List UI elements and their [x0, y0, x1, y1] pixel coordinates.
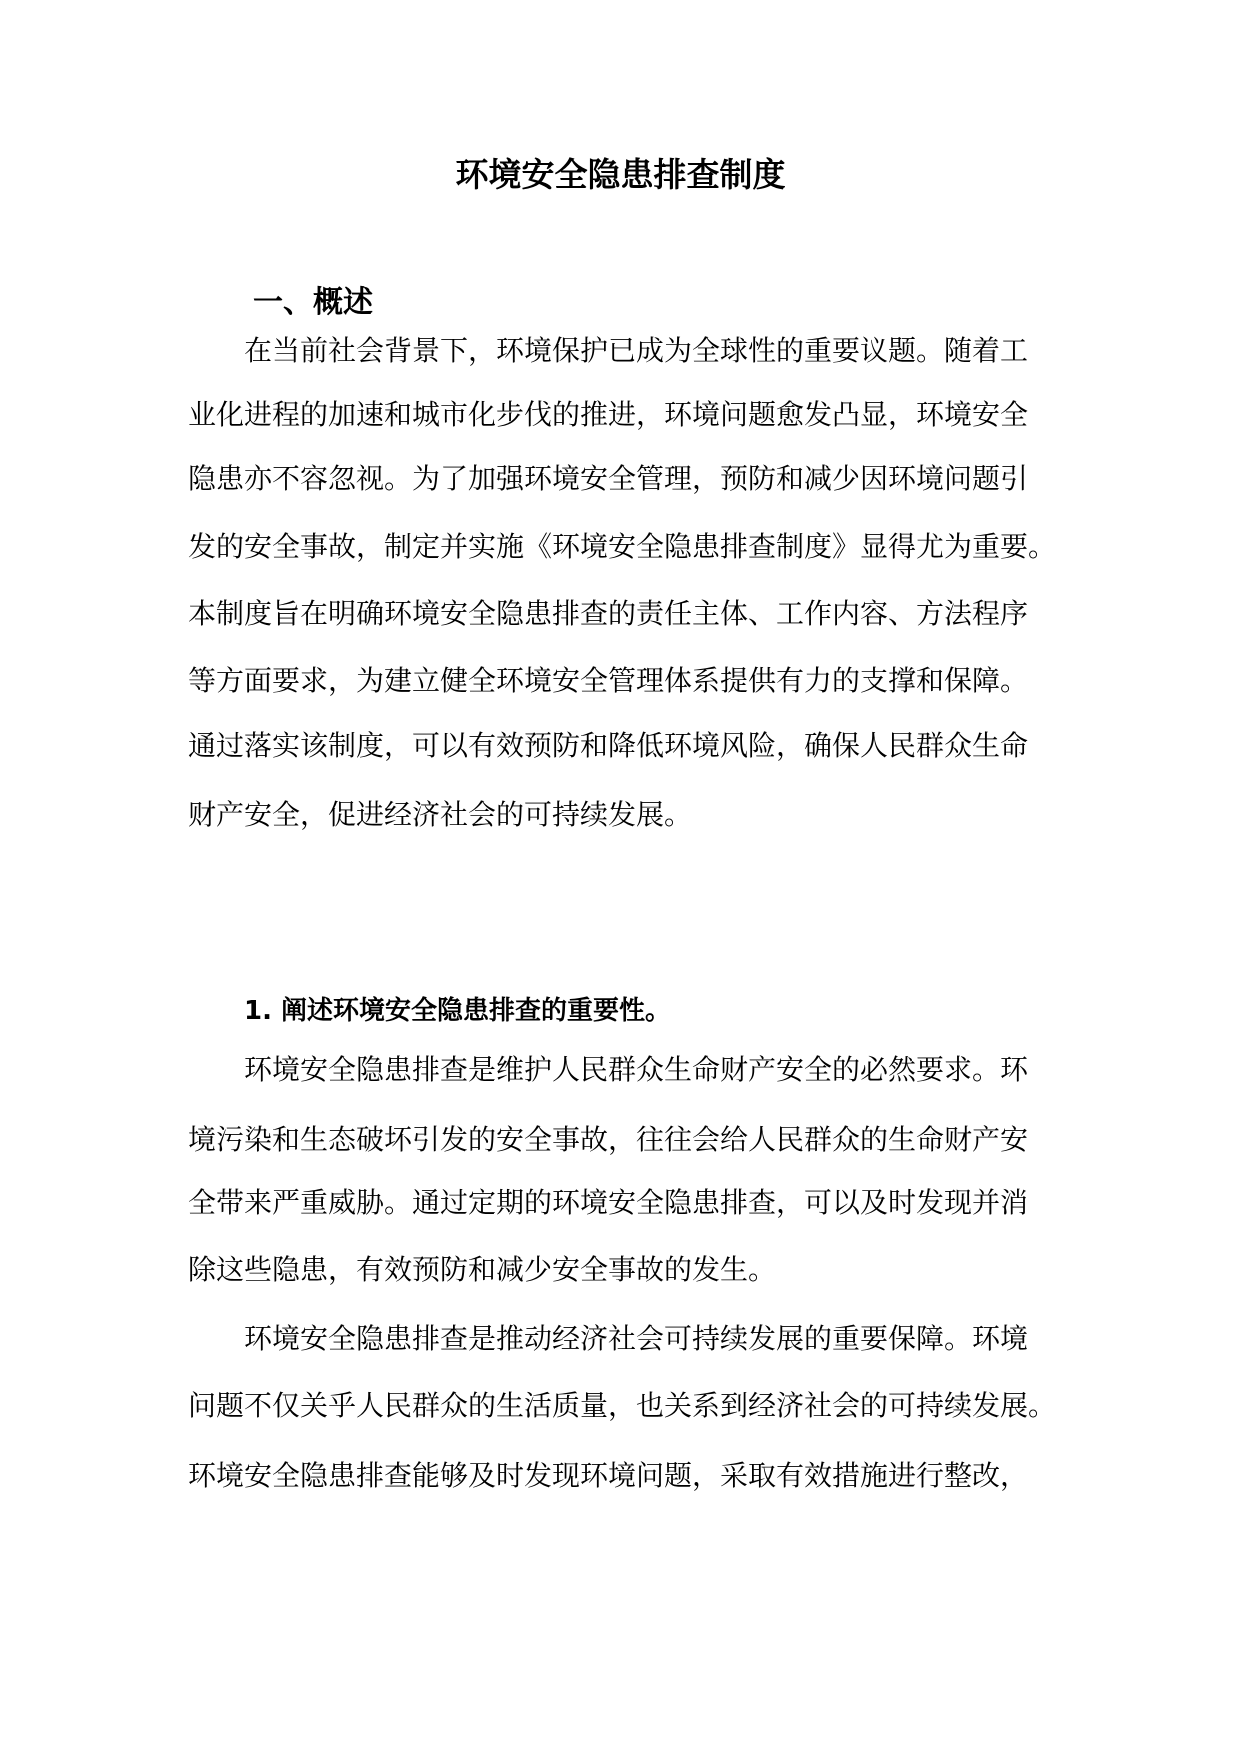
paragraph-line: 财产安全，促进经济社会的可持续发展。 — [188, 798, 693, 831]
subsection-heading-importance: 1. 阐述环境安全隐患排查的重要性。 — [244, 996, 672, 1026]
paragraph-line: 环境安全隐患排查能够及时发现环境问题，采取有效措施进行整改， — [188, 1459, 1029, 1492]
paragraph-line: 等方面要求，为建立健全环境安全管理体系提供有力的支撑和保障。 — [188, 664, 1029, 697]
paragraph-line: 隐患亦不容忽视。为了加强环境安全管理，预防和减少因环境问题引 — [188, 462, 1029, 495]
paragraph-line: 发的安全事故，制定并实施《环境安全隐患排查制度》显得尤为重要。 — [188, 530, 1057, 563]
paragraph-line: 通过落实该制度，可以有效预防和降低环境风险，确保人民群众生命 — [188, 729, 1029, 762]
paragraph-line: 在当前社会背景下，环境保护已成为全球性的重要议题。随着工 — [244, 334, 1029, 367]
paragraph-line: 问题不仅关乎人民群众的生活质量，也关系到经济社会的可持续发展。 — [188, 1389, 1057, 1422]
paragraph-line: 业化进程的加速和城市化步伐的推进，环境问题愈发凸显，环境安全 — [188, 398, 1029, 431]
document-title: 环境安全隐患排查制度 — [455, 155, 786, 194]
section-heading-overview: 一、概述 — [253, 285, 373, 320]
paragraph-line: 除这些隐患，有效预防和减少安全事故的发生。 — [188, 1253, 777, 1286]
paragraph-line: 境污染和生态破坏引发的安全事故，往往会给人民群众的生命财产安 — [188, 1123, 1029, 1156]
paragraph-line: 环境安全隐患排查是维护人民群众生命财产安全的必然要求。环 — [244, 1053, 1029, 1086]
paragraph-line: 本制度旨在明确环境安全隐患排查的责任主体、工作内容、方法程序 — [188, 597, 1029, 630]
paragraph-line: 全带来严重威胁。通过定期的环境安全隐患排查，可以及时发现并消 — [188, 1186, 1029, 1219]
paragraph-line: 环境安全隐患排查是推动经济社会可持续发展的重要保障。环境 — [244, 1322, 1029, 1355]
